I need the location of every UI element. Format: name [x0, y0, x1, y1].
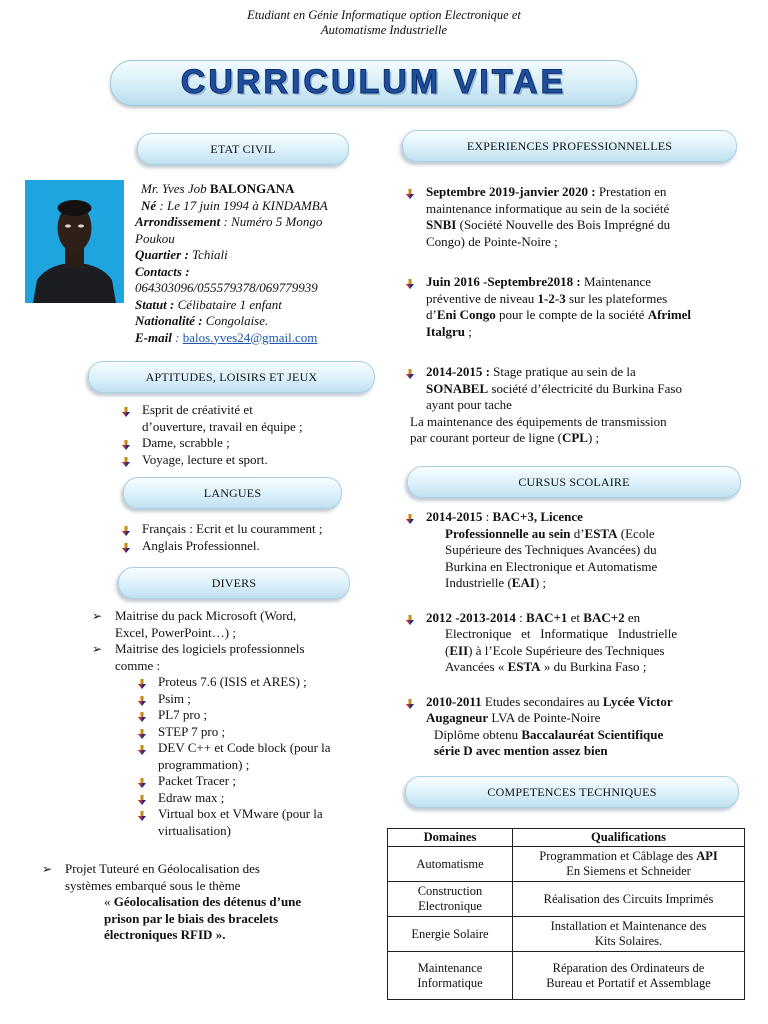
projet-item: [42, 861, 342, 894]
qualification-text: Programmation et Câblage des: [539, 849, 697, 863]
qualification-text: En Siemens et Schneider: [566, 864, 691, 878]
arrow-bullet-icon: [405, 613, 415, 623]
list-item: [134, 773, 382, 790]
divers-item-logiciels: [92, 641, 382, 674]
logiciel-text: Virtual box et VMware (pour la: [158, 806, 323, 821]
cursus-text: ) ;: [534, 575, 547, 590]
arrow-bullet-icon: [121, 455, 131, 465]
contacts-label: Contacts :: [135, 263, 190, 279]
divers-text: Maitrise du pack Microsoft (Word,: [115, 608, 297, 623]
arrow-bullet-icon: [137, 743, 147, 753]
born-line: [135, 198, 385, 215]
contacts-value: 064303096/055579378/069779939: [135, 280, 318, 295]
experience-text: société d’électricité du Burkina Faso: [488, 380, 682, 396]
profile-photo: [25, 180, 124, 303]
cursus-text: d’: [570, 525, 585, 541]
statut-line: [135, 297, 385, 314]
quartier-value: Tchiali: [188, 247, 228, 262]
section-etat-civil: [137, 133, 349, 165]
cursus-text: Electronique et Informatique Industrielle: [445, 626, 678, 641]
cursus-text: EAI: [511, 575, 535, 590]
table-row: [388, 917, 745, 952]
name-prefix: Mr. Yves Job: [141, 181, 210, 196]
divers-block: [92, 608, 382, 839]
experiences-block: [402, 184, 752, 447]
arrow-bullet-icon: [137, 694, 147, 704]
list-item: [118, 521, 378, 538]
experience-text: Maintenance: [580, 274, 652, 289]
arr-value: : Numéro 5 Mongo: [220, 214, 323, 229]
experience-text: maintenance informatique au sein de la société: [426, 200, 670, 216]
cursus-text: BAC+1: [526, 609, 568, 625]
experience-text: CPL: [561, 430, 588, 445]
subtitle-line-1: Etudiant en Génie Informatique option Electronique et: [247, 8, 521, 22]
arrow-bullet-icon: [137, 793, 147, 803]
table-cell-qualification: [513, 847, 745, 882]
list-item: [134, 806, 382, 839]
experience-date: Septembre 2019-janvier 2020 :: [426, 184, 596, 199]
qualification-text: Installation et Maintenance des: [550, 919, 707, 933]
cursus-item: [402, 610, 752, 676]
table-cell-qualification: [513, 917, 745, 952]
aptitude-text-cont: d’ouverture, travail en équipe ;: [142, 418, 303, 434]
aptitude-text: Dame, scrabble ;: [142, 435, 230, 450]
experience-company: SONABEL: [426, 380, 489, 396]
cursus-text: Supérieure des Techniques Avancées) du: [445, 542, 657, 557]
projet-bold: Géolocalisation des détenus d’une: [113, 894, 302, 909]
cursus-text: Baccalauréat Scientifique: [521, 726, 664, 742]
table-row: [388, 952, 745, 1000]
experience-item: [402, 364, 752, 414]
cursus-text: et: [567, 609, 584, 625]
arrow-bullet-icon: [137, 677, 147, 687]
experience-date: Juin 2016 -Septembre2018 :: [426, 274, 581, 289]
born-value: : Le 17 juin 1994 à KINDAMBA: [156, 197, 328, 213]
logiciel-text: Psim ;: [158, 690, 191, 706]
experience-text: par courant porteur de ligne (: [410, 430, 562, 445]
logiciel-text: PL7 pro ;: [158, 707, 208, 722]
cursus-item: [402, 694, 752, 760]
cursus-text: BAC+2: [583, 609, 625, 625]
experience-company: Italgru: [426, 323, 465, 339]
cv-banner: [110, 60, 637, 106]
table-header-row: [388, 829, 745, 847]
list-item: [134, 740, 382, 773]
statut-value: Célibataire 1 enfant: [174, 296, 282, 312]
quartier-line: [135, 247, 385, 264]
cursus-text: Augagneur: [426, 710, 489, 725]
projet-quote: «: [104, 894, 114, 909]
qualification-text: API: [696, 849, 718, 863]
table-row: [388, 882, 745, 917]
email-line: [135, 330, 385, 347]
arrow-bullet-icon: [137, 776, 147, 786]
logiciels-list: [134, 674, 382, 839]
experience-item: [402, 274, 752, 340]
domaine-text: Energie Solaire: [411, 926, 489, 941]
section-langues: [123, 477, 342, 509]
experience-company: Eni Congo: [436, 307, 496, 322]
logiciel-text: Edraw max ;: [158, 789, 225, 805]
cursus-date: 2014-2015: [426, 509, 483, 524]
cursus-text: :: [482, 509, 493, 524]
experience-company: SNBI: [426, 217, 457, 232]
cursus-text: (: [445, 642, 450, 658]
arrow-bullet-icon: [405, 367, 415, 377]
cursus-text: Lycée Victor: [602, 693, 673, 709]
domaine-text: Electronique: [418, 899, 482, 913]
domaine-text: Informatique: [417, 975, 483, 990]
divers-text: Excel, PowerPoint…) ;: [115, 624, 236, 640]
domaine-text: Construction: [417, 884, 483, 898]
table-cell-domaine: [388, 952, 513, 1000]
arrondissement-line-2: Poukou: [135, 230, 175, 246]
cursus-item: [402, 509, 752, 592]
experience-text: (Société Nouvelle des Bois Imprégné du: [456, 217, 671, 232]
cursus-text: EII: [449, 642, 469, 658]
list-item: [118, 538, 378, 555]
arrow-bullet-icon: [121, 541, 131, 551]
cursus-text: Industrielle (: [445, 575, 512, 590]
experience-detail: [402, 414, 752, 447]
arrow-bullet-icon: [137, 710, 147, 720]
cursus-text: ESTA: [584, 525, 618, 541]
section-etat-civil-label: ETAT CIVIL: [210, 141, 276, 156]
list-item: [118, 452, 368, 469]
cursus-text: ) à l’Ecole Supérieure des Techniques: [468, 642, 665, 658]
born-label: Né: [141, 197, 157, 213]
cursus-text: Etudes secondaires au: [481, 693, 603, 709]
email-label: E-mail: [135, 329, 172, 345]
experience-text: ;: [465, 323, 472, 339]
cursus-text: en: [624, 609, 641, 625]
table-header-domaines: Domaines: [388, 829, 513, 847]
arrow-bullet-icon: [121, 405, 131, 415]
cursus-text: Burkina en Electronique et Automatisme: [445, 558, 658, 574]
qualification-text: Réparation des Ordinateurs de: [552, 960, 705, 975]
divers-text: comme :: [115, 657, 161, 673]
nationalite-label: Nationalité :: [135, 313, 203, 328]
langue-text: Français : Ecrit et lu couramment ;: [142, 521, 323, 536]
list-item: [118, 402, 368, 435]
logiciel-text: Packet Tracer ;: [158, 773, 236, 788]
qualification-text: Bureau et Portatif et Assemblage: [546, 975, 711, 990]
divers-item-pack: [92, 608, 382, 641]
table-cell-domaine: [388, 882, 513, 917]
table-cell-qualification: [513, 952, 745, 1000]
experience-text: sur les plateformes: [565, 290, 668, 306]
statut-label: Statut :: [135, 296, 175, 312]
logiciel-text: DEV C++ et Code block (pour la: [158, 740, 331, 755]
table-cell-qualification: [513, 882, 745, 917]
cursus-date: 2010-2011: [426, 693, 482, 709]
cursus-text: LVA de Pointe-Noire: [488, 710, 601, 725]
projet-block: [42, 861, 342, 944]
section-langues-label: LANGUES: [203, 485, 262, 500]
section-aptitudes-label: APTITUDES, LOISIRS ET JEUX: [145, 369, 318, 384]
qualification-text: Kits Solaires.: [594, 934, 663, 948]
list-item: [134, 724, 382, 741]
table-cell-domaine: [388, 917, 513, 952]
name-last: BALONGANA: [209, 181, 295, 196]
arrowhead-icon: ➢: [92, 642, 103, 656]
arrow-bullet-icon: [405, 512, 415, 522]
list-item: [134, 691, 382, 708]
cursus-text: » du Burkina Faso ;: [540, 659, 647, 674]
nationalite-line: [135, 313, 385, 330]
section-experiences-label: EXPERIENCES PROFESSIONNELLES: [466, 138, 673, 153]
email-sep: :: [171, 329, 183, 345]
experience-company: Afrimel: [647, 307, 692, 322]
experience-text: Stage pratique au sein de la: [489, 364, 636, 379]
arrow-bullet-icon: [405, 277, 415, 287]
table-header-qualifications: Qualifications: [513, 829, 745, 847]
cursus-block: [402, 509, 752, 760]
name-line: [135, 181, 385, 198]
competences-table: [387, 828, 745, 1000]
list-item: [134, 674, 382, 691]
langue-text: Anglais Professionnel.: [142, 537, 260, 553]
experience-text: d’: [426, 307, 437, 322]
section-aptitudes: [88, 361, 375, 393]
cursus-text: Diplôme obtenu: [434, 726, 522, 742]
list-item: [134, 707, 382, 724]
cursus-text: ESTA: [507, 659, 541, 674]
arrowhead-icon: ➢: [92, 609, 103, 623]
nationalite-value: Congolaise.: [202, 313, 269, 328]
experience-text: Prestation en: [595, 184, 667, 199]
logiciel-text-cont: virtualisation): [158, 822, 231, 838]
arrow-bullet-icon: [137, 809, 147, 819]
qualification-text: Réalisation des Circuits Imprimés: [543, 891, 714, 906]
projet-bold: prison par le biais des bracelets: [104, 910, 279, 926]
arrondissement-line: [135, 214, 385, 231]
experience-text: ayant pour tache: [426, 397, 512, 412]
experience-text: ) ;: [587, 430, 600, 445]
arrow-bullet-icon: [405, 697, 415, 707]
experience-text: Congo) de Pointe-Noire ;: [426, 233, 558, 249]
list-item: [118, 435, 368, 452]
section-cursus: [407, 466, 741, 498]
cursus-text: BAC+3, Licence: [492, 509, 583, 524]
table-cell-domaine: [388, 847, 513, 882]
cursus-text: série D avec mention assez bien: [434, 743, 608, 758]
experience-text: préventive de niveau: [426, 290, 538, 306]
langues-list: [118, 521, 378, 554]
subtitle-line-2: Automatisme Industrielle: [320, 23, 448, 37]
email-link[interactable]: balos.yves24@gmail.com: [182, 329, 318, 345]
header-subtitle: [0, 8, 768, 38]
domaine-text: Automatisme: [416, 856, 484, 871]
etat-civil-block: [135, 181, 385, 346]
projet-text: systèmes embarqué sous le thème: [65, 877, 241, 893]
quartier-label: Quartier :: [135, 247, 189, 262]
cursus-text: (Ecole: [617, 525, 655, 541]
section-divers: [118, 567, 350, 599]
projet-text: Projet Tuteuré en Géolocalisation des: [65, 861, 260, 876]
experience-text: pour le compte de la société: [495, 307, 648, 322]
profile-photo-icon: [25, 180, 124, 303]
cv-banner-title: CURRICULUM VITAE: [180, 63, 567, 101]
section-cursus-label: CURSUS SCOLAIRE: [518, 474, 630, 489]
arrow-bullet-icon: [121, 438, 131, 448]
experience-text: La maintenance des équipements de transmission: [410, 413, 667, 429]
divers-text: Maitrise des logiciels professionnels: [115, 641, 305, 656]
section-competences-label: COMPETENCES TECHNIQUES: [487, 784, 657, 799]
arrowhead-icon: ➢: [42, 862, 53, 876]
cursus-text: Professionnelle au sein: [445, 525, 571, 541]
section-experiences: [402, 130, 737, 162]
domaine-text: Maintenance: [417, 960, 483, 975]
section-competences: [405, 776, 739, 808]
arr-label: Arrondissement: [135, 214, 221, 229]
experience-item: [402, 184, 752, 250]
logiciel-text: STEP 7 pro ;: [158, 723, 226, 739]
arrow-bullet-icon: [137, 727, 147, 737]
experience-text: 1-2-3: [537, 290, 566, 306]
cursus-text: Avancées «: [445, 659, 508, 674]
experience-date: 2014-2015 :: [426, 364, 490, 379]
cursus-date: 2012 -2013-2014: [426, 609, 516, 625]
aptitude-text: Voyage, lecture et sport.: [142, 451, 268, 467]
logiciel-text-cont: programmation) ;: [158, 756, 250, 772]
aptitude-text: Esprit de créativité et: [142, 402, 253, 417]
projet-title: [42, 894, 342, 944]
projet-bold: électroniques RFID ».: [104, 927, 226, 942]
table-row: [388, 847, 745, 882]
arrow-bullet-icon: [121, 524, 131, 534]
arrow-bullet-icon: [405, 187, 415, 197]
logiciel-text: Proteus 7.6 (ISIS et ARES) ;: [158, 674, 307, 689]
list-item: [134, 790, 382, 807]
section-divers-label: DIVERS: [211, 575, 257, 590]
cursus-text: :: [515, 609, 527, 625]
aptitudes-list: [118, 402, 368, 468]
